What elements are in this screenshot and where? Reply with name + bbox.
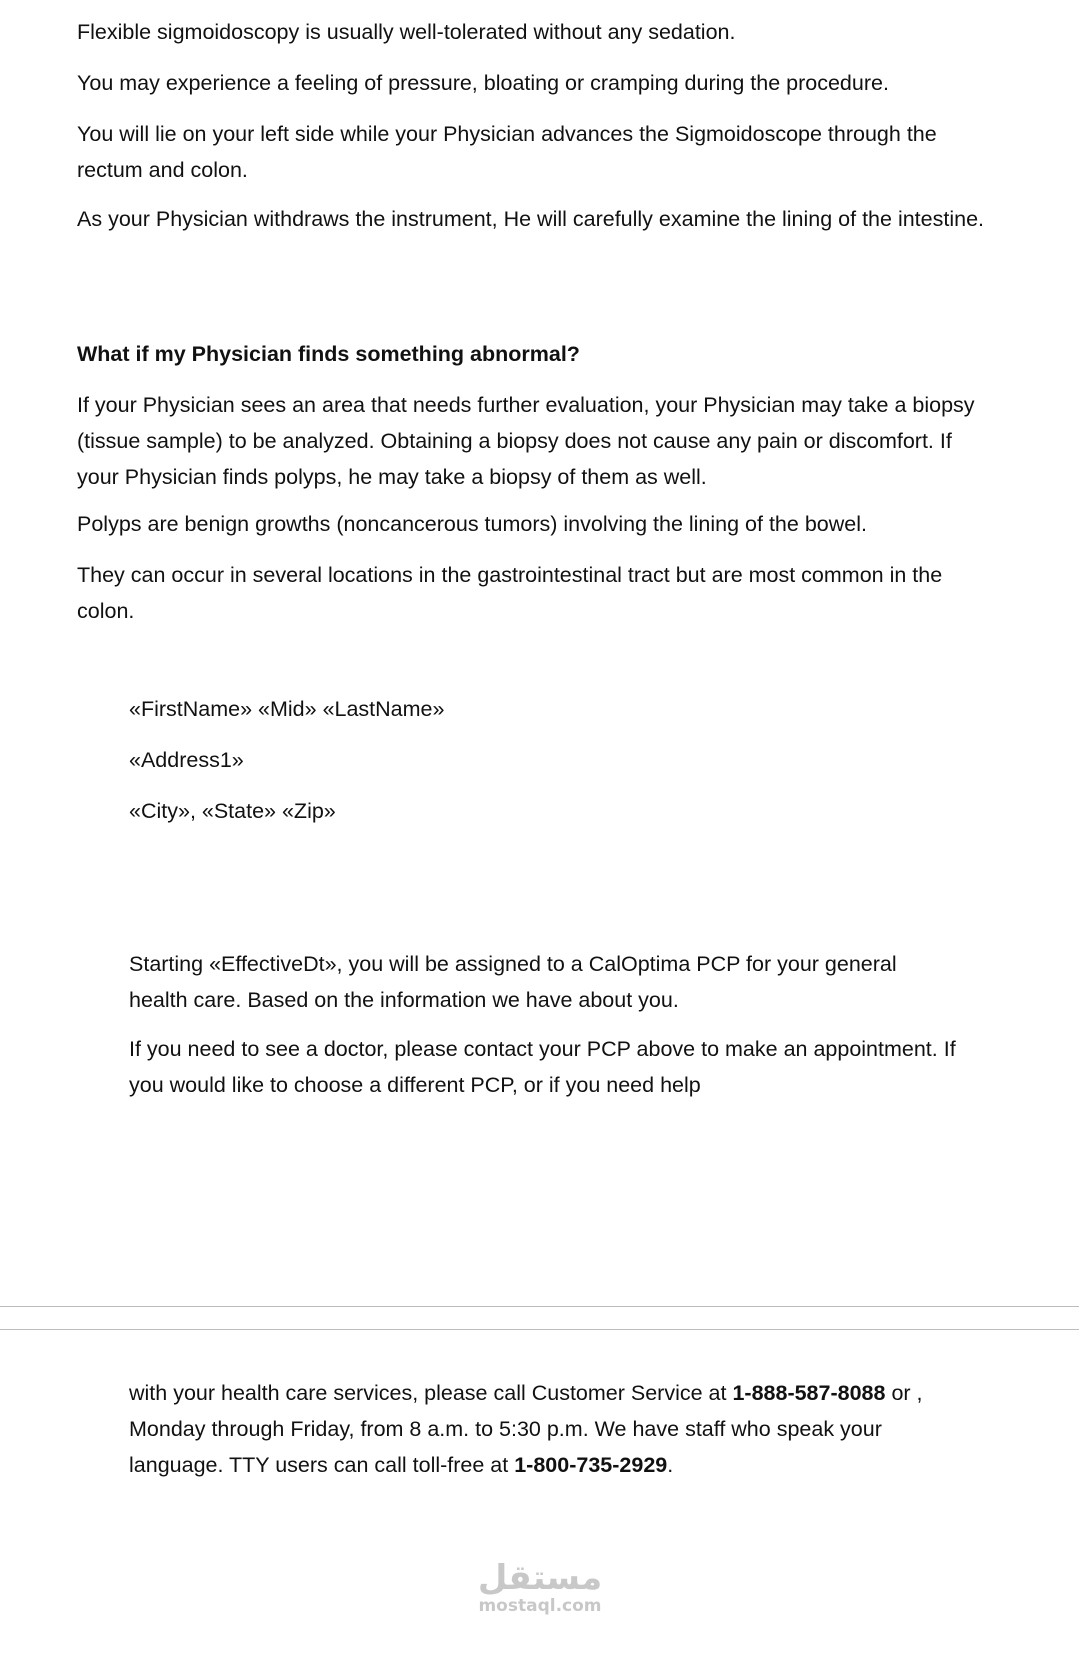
address-name-line: «FirstName» «Mid» «LastName» <box>129 697 445 721</box>
cs-text-1: with your health care services, please call Customer Service at <box>129 1381 733 1405</box>
watermark-logo <box>470 1560 610 1616</box>
paragraph-assignment: Starting «EffectiveDt», you will be assigned to a CalOptima PCP for your general health care. Based on the information we have about you. <box>129 952 897 1012</box>
section-heading: What if my Physician finds something abnormal? <box>77 342 580 366</box>
paragraph-contact: If you need to see a doctor, please contact your PCP above to make an appointment. If you would like to choose a different PCP, or if you need help <box>129 1037 956 1097</box>
cs-text-3: . <box>667 1453 674 1477</box>
paragraph-withdraw: As your Physician withdraws the instrument, He will carefully examine the lining of the intestine. <box>77 207 984 231</box>
paragraph-pressure: You may experience a feeling of pressure, bloating or cramping during the procedure. <box>77 71 889 95</box>
paragraph-locations: They can occur in several locations in the gastrointestinal tract but are most common in the colon. <box>77 563 943 623</box>
tty-phone: 1-800-735-2929 <box>514 1453 668 1477</box>
paragraph-polyps: Polyps are benign growths (noncancerous tumors) involving the lining of the bowel. <box>77 512 867 536</box>
page-break <box>0 1306 1079 1330</box>
watermark-arabic: مستقل <box>477 1558 603 1598</box>
paragraph-sedation: Flexible sigmoidoscopy is usually well-tolerated without any sedation. <box>77 20 736 44</box>
paragraph-biopsy: If your Physician sees an area that needs further evaluation, your Physician may take a biopsy (tissue sample) to be analyzed. Obtaining a biopsy does not cause any pain or discomfort. If your Physician finds polyps, he may take a biopsy of them as well. <box>77 393 975 489</box>
watermark-latin: mostaql.com <box>478 1596 602 1616</box>
address-street-line: «Address1» <box>129 748 244 772</box>
cs-text-2: or , Monday through Friday, from 8 a.m. to 5:30 p.m. We have staff who speak your language. TTY users can call toll-free at <box>129 1381 923 1477</box>
customer-service-phone: 1-888-587-8088 <box>732 1381 886 1405</box>
address-city-line: «City», «State» «Zip» <box>129 799 336 823</box>
paragraph-customer-service <box>129 1375 959 1483</box>
paragraph-position: You will lie on your left side while your Physician advances the Sigmoidoscope through the rectum and colon. <box>77 122 937 182</box>
